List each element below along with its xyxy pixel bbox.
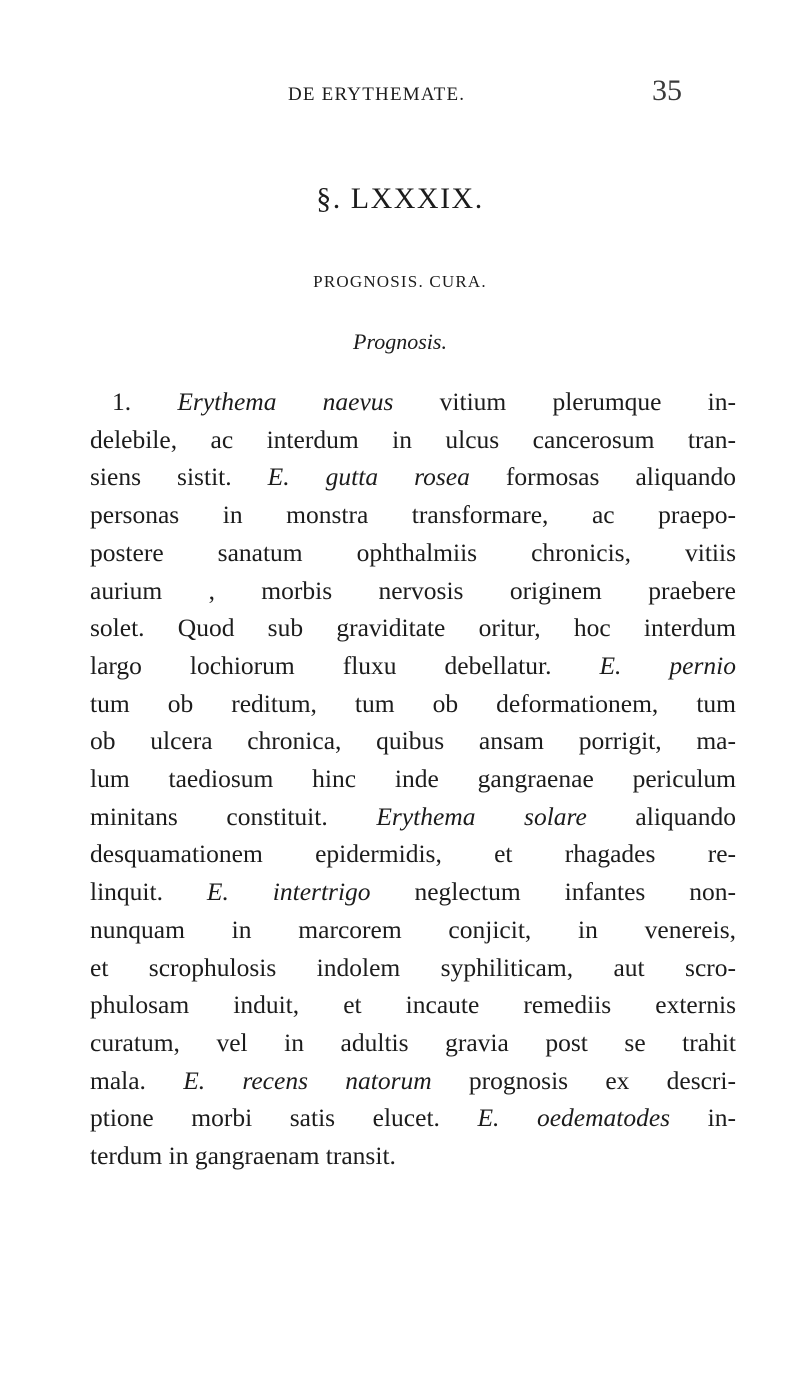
text-line [90,421,736,459]
text-run: minitans constituit. [90,801,377,831]
section-number: §. LXXXIX. [316,182,484,215]
text-line [90,685,736,723]
text-run: solet. Quod sub graviditate oritur, hoc interdum [90,613,736,643]
text-run: linquit. [90,877,207,907]
text-line [90,911,736,949]
text-run: terdum in gangraenam transit. [90,1141,396,1171]
text-line [90,1137,736,1175]
text-run: siens sistit. [90,462,268,492]
text-run: nunquam in marcorem conjicit, in venereis, [90,914,736,944]
text-run: largo lochiorum fluxu debellatur. [90,650,600,680]
text-run: mala. [90,1065,184,1095]
section-subtitle: PROGNOSIS. CURA. [313,272,487,291]
text-line [90,835,736,873]
text-run: tum ob reditum, tum ob deformationem, tum [90,688,736,718]
text-run: aliquando [586,801,736,831]
text-run: vitium plerumque in- [393,387,737,416]
text-line [90,798,736,836]
text-line [90,1024,736,1062]
text-run: ob ulcera chronica, quibus ansam porrigit, ma- [90,726,736,756]
italic-term: E. recens natorum [183,1065,432,1095]
text-line [90,458,736,496]
text-run: neglectum infantes non- [370,877,737,907]
italic-term: Erythema naevus [177,387,394,416]
text-run: delebile, ac interdum in ulcus cancerosum tran- [90,424,736,454]
text-line [90,534,736,572]
text-run: prognosis ex descri- [431,1065,737,1095]
running-head: DE ERYTHEMATE. [288,84,466,105]
text-line [90,1099,736,1137]
text-run: personas in monstra transformare, ac praepo- [90,500,736,530]
text-run: ptione morbi satis elucet. [90,1103,478,1133]
text-line [90,986,736,1024]
text-run: lum taediosum hinc inde gangraenae periculum [90,764,736,794]
text-line [90,873,736,911]
text-line [90,572,736,610]
text-line [90,383,736,421]
text-run: in- [670,1103,736,1133]
text-line [90,949,736,987]
italic-term: E. intertrigo [206,877,371,907]
italic-term: E. oedematodes [477,1103,671,1133]
text-run: curatum, vel in adultis gravia post se trahit [90,1027,736,1057]
text-run: 1. [112,387,178,416]
text-run: postere sanatum ophthalmiis chronicis, vitiis [90,537,736,567]
text-run: phulosam induit, et incaute remediis externis [90,990,736,1020]
text-run: et scrophulosis indolem syphiliticam, aut scro- [90,952,736,982]
paragraph-prognosis [90,383,736,1175]
text-run: desquamationem epidermidis, et rhagades re- [90,839,736,869]
text-line [90,722,736,760]
italic-term: Erythema solare [376,801,587,831]
text-line [90,647,736,685]
page-number: 35 [652,74,682,107]
text-line [90,1062,736,1100]
text-line [90,609,736,647]
subheading-prognosis: Prognosis. [353,329,447,354]
text-run: formosas aliquando [469,462,737,492]
text-line [90,760,736,798]
italic-term: E. pernio [599,650,736,680]
text-run: aurium , morbis nervosis originem praebere [90,575,736,605]
italic-term: E. gutta rosea [267,462,470,492]
text-line [90,496,736,534]
